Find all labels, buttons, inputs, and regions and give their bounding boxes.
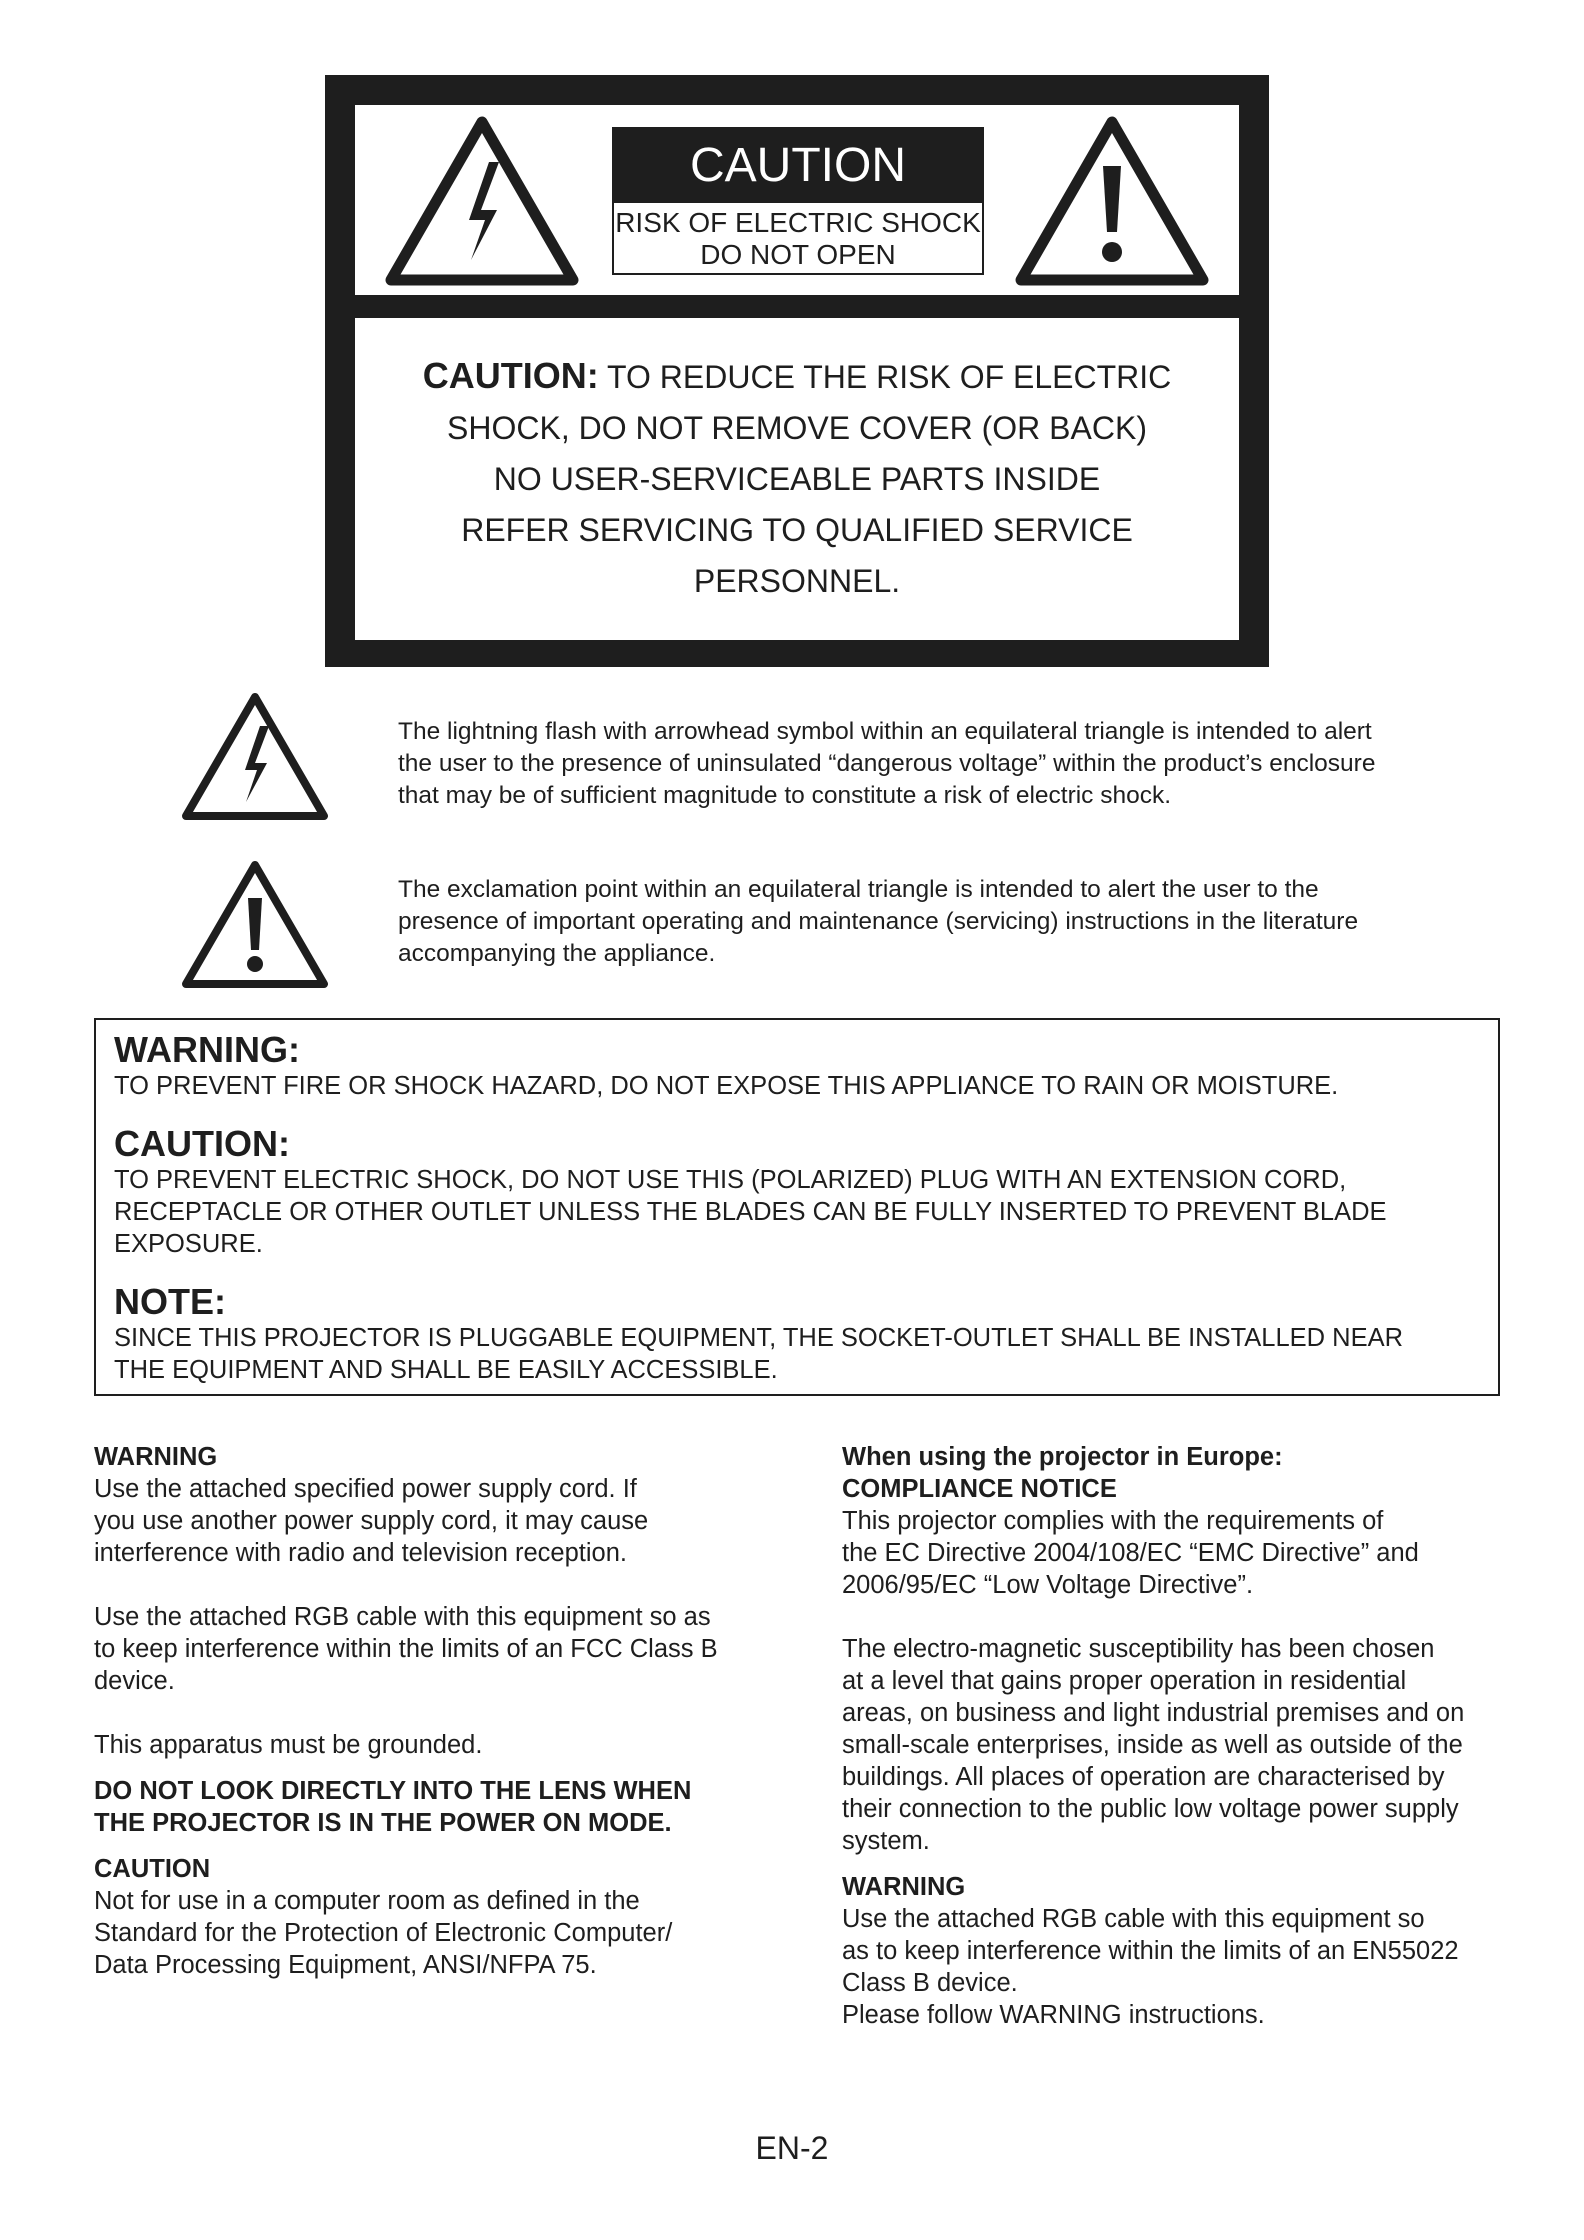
text-line: Use the attached RGB cable with this equipment so as: [94, 1603, 711, 1631]
left-caution-text: [94, 1885, 774, 1981]
left-column: [94, 1441, 774, 1981]
text-line: Use the attached RGB cable with this equipment so: [842, 1905, 1425, 1933]
text-line: the EC Directive 2004/108/EC “EMC Directive” and: [842, 1539, 1419, 1567]
exclamation-triangle-icon: [1015, 114, 1209, 286]
text-line: Data Processing Equipment, ANSI/NFPA 75.: [94, 1951, 597, 1979]
note-text-line: THE EQUIPMENT AND SHALL BE EASILY ACCESSIBLE.: [114, 1356, 778, 1384]
right-column: [842, 1441, 1522, 2031]
left-warning-heading: WARNING: [94, 1443, 218, 1471]
warning-box: [94, 1018, 1500, 1396]
text-line: THE PROJECTOR IS IN THE POWER ON MODE.: [94, 1809, 672, 1837]
caution-text: [114, 1164, 1484, 1260]
text-line: to keep interference within the limits of an FCC Class B: [94, 1635, 718, 1663]
text-line: Standard for the Protection of Electronic Computer/: [94, 1919, 673, 1947]
caution-text-line: RECEPTACLE OR OTHER OUTLET UNLESS THE BLADES CAN BE FULLY INSERTED TO PREVENT BLADE: [114, 1198, 1387, 1226]
compliance-heading: COMPLIANCE NOTICE: [842, 1475, 1117, 1503]
text-line: Use the attached specified power supply cord. If: [94, 1475, 637, 1503]
left-lens-warning: [94, 1775, 774, 1839]
caution-text-line: TO PREVENT ELECTRIC SHOCK, DO NOT USE THIS (POLARIZED) PLUG WITH AN EXTENSION CORD,: [114, 1166, 1347, 1194]
caution-label-line: SHOCK, DO NOT REMOVE COVER (OR BACK): [447, 410, 1147, 446]
left-caution-heading: CAUTION: [94, 1855, 211, 1883]
caution-label-line: REFER SERVICING TO QUALIFIED SERVICE: [461, 512, 1133, 548]
caution-sign-subtitle-line: RISK OF ELECTRIC SHOCK: [615, 207, 981, 238]
text-line: as to keep interference within the limits of an EN55022: [842, 1937, 1459, 1965]
description-line: accompanying the appliance.: [398, 940, 716, 967]
caution-label-line: TO REDUCE THE RISK OF ELECTRIC: [607, 359, 1172, 395]
exclamation-symbol-description: [398, 874, 1488, 970]
caution-label-line: PERSONNEL.: [693, 563, 901, 599]
caution-label-text: [360, 350, 1234, 607]
right-warning-text: [842, 1903, 1522, 2031]
page-number: EN-2: [755, 2130, 829, 2166]
exclamation-triangle-icon: [180, 858, 330, 990]
text-line: buildings. All places of operation are characterised by: [842, 1763, 1445, 1791]
text-line: system.: [842, 1827, 930, 1855]
text-line: Class B device.: [842, 1969, 1018, 1997]
description-line: that may be of sufficient magnitude to constitute a risk of electric shock.: [398, 782, 1172, 809]
warning-heading: WARNING:: [114, 1029, 300, 1070]
description-line: The exclamation point within an equilateral triangle is intended to alert the user to the: [398, 876, 1319, 903]
text-line: DO NOT LOOK DIRECTLY INTO THE LENS WHEN: [94, 1777, 692, 1805]
text-line: interference with radio and television reception.: [94, 1539, 627, 1567]
text-line: device.: [94, 1667, 175, 1695]
lightning-symbol-description: [398, 716, 1488, 812]
caution-label-line: NO USER-SERVICEABLE PARTS INSIDE: [493, 461, 1101, 497]
caution-sign: [612, 127, 984, 275]
text-line: Not for use in a computer room as defined in the: [94, 1887, 640, 1915]
text-line: you use another power supply cord, it may cause: [94, 1507, 649, 1535]
text-line: Please follow WARNING instructions.: [842, 2001, 1265, 2029]
warning-text: TO PREVENT FIRE OR SHOCK HAZARD, DO NOT EXPOSE THIS APPLIANCE TO RAIN OR MOISTURE.: [114, 1072, 1339, 1100]
left-grounded-text: This apparatus must be grounded.: [94, 1731, 483, 1759]
text-line: their connection to the public low voltage power supply: [842, 1795, 1459, 1823]
right-warning-heading: WARNING: [842, 1873, 966, 1901]
note-heading: NOTE:: [114, 1281, 226, 1322]
text-line: at a level that gains proper operation in residential: [842, 1667, 1407, 1695]
caution-sign-subtitle-line: DO NOT OPEN: [700, 239, 896, 270]
description-line: the user to the presence of uninsulated “dangerous voltage” within the product’s enclosure: [398, 750, 1376, 777]
text-line: The electro-magnetic susceptibility has been chosen: [842, 1635, 1435, 1663]
left-warning-text: [94, 1473, 774, 1569]
note-text-line: SINCE THIS PROJECTOR IS PLUGGABLE EQUIPMENT, THE SOCKET-OUTLET SHALL BE INSTALLED NEAR: [114, 1324, 1404, 1352]
text-line: This projector complies with the requirements of: [842, 1507, 1384, 1535]
compliance-text: [842, 1505, 1522, 1601]
left-rgb-text: [94, 1601, 774, 1697]
description-line: presence of important operating and maintenance (servicing) instructions in the literature: [398, 908, 1359, 935]
caution-text-line: EXPOSURE.: [114, 1230, 263, 1258]
caution-heading: CAUTION:: [114, 1123, 290, 1164]
caution-label-lead: CAUTION:: [422, 355, 599, 396]
caution-sign-subtitle: [614, 207, 982, 271]
text-line: small-scale enterprises, inside as well as outside of the: [842, 1731, 1463, 1759]
caution-sign-title: CAUTION: [614, 129, 982, 203]
lightning-triangle-icon: [385, 114, 579, 286]
description-line: The lightning flash with arrowhead symbol within an equilateral triangle is intended to alert: [398, 718, 1372, 745]
emc-text: [842, 1633, 1522, 1857]
text-line: 2006/95/EC “Low Voltage Directive”.: [842, 1571, 1254, 1599]
europe-heading: When using the projector in Europe:: [842, 1443, 1283, 1471]
note-text: [114, 1322, 1484, 1386]
lightning-triangle-icon: [180, 690, 330, 822]
text-line: areas, on business and light industrial premises and on: [842, 1699, 1465, 1727]
